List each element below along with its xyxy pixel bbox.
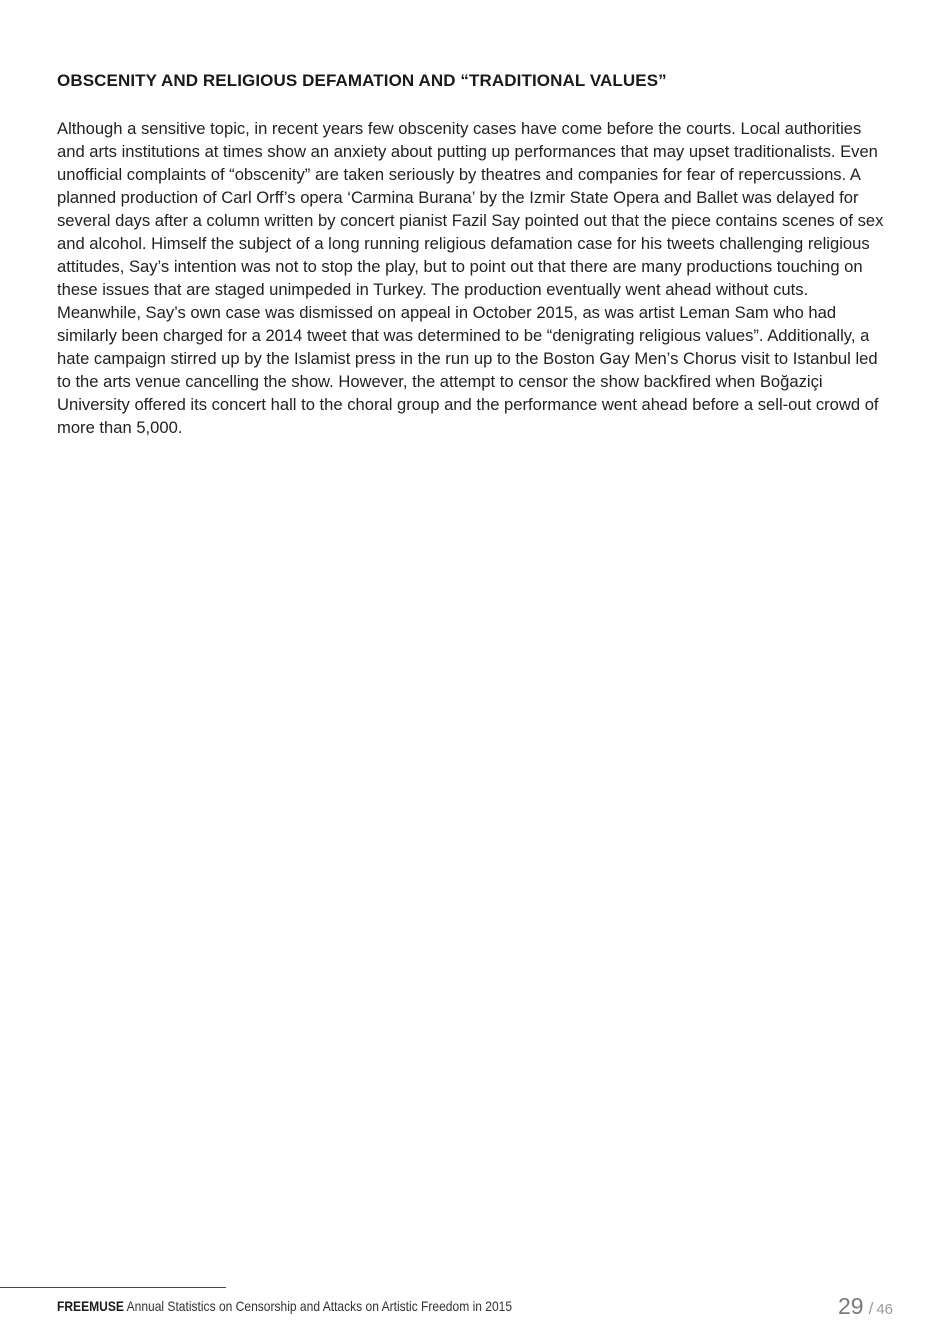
section-heading: OBSCENITY AND RELIGIOUS DEFAMATION AND “TRADITIONAL VALUES” [57,71,667,90]
page-number-separator: / [868,1299,874,1318]
page-number-current: 29 [837,1293,864,1319]
section-paragraph: Although a sensitive topic, in recent years few obscenity cases have come before the courts. Local authorities and arts institutions at times show an anxiety about putting up performances that may upset traditionalists. Even unofficial complaints of “obscenity” are taken seriously by theatres and companies for fear of repercussions. A planned production of Carl Orff’s opera ‘Carmina Burana’ by the Izmir State Opera and Ballet was delayed for several days after a column written by concert pianist Fazil Say pointed out that the piece contains scenes of sex and alcohol. Himself the subject of a long running religious defamation case for his tweets challenging religious attitudes, Say’s intention was not to stop the play, but to point out that there are many productions touching on these issues that are staged unimpeded in Turkey. The production eventually went ahead without cuts. Meanwhile, Say’s own case was dismissed on appeal in October 2015, as was artist Leman Sam who had similarly been charged for a 2014 tweet that was determined to be “denigrating religious values”. Additionally, a hate campaign stirred up by the Islamist press in the run up to the Boston Gay Men’s Chorus visit to Istanbul led to the arts venue cancelling the show. However, the attempt to censor the show backfired when Boğaziçi University offered its concert hall to the choral group and the performance went ahead before a sell-out crowd of more than 5,000. [57,119,884,437]
page-number-total: 46 [876,1301,893,1318]
footer-divider [0,1287,226,1288]
page-number [838,1293,893,1320]
footer-caption [57,1296,512,1316]
footer-report-title: Annual Statistics on Censorship and Attacks on Artistic Freedom in 2015 [126,1298,513,1314]
footer-brand: FREEMUSE [57,1298,124,1314]
